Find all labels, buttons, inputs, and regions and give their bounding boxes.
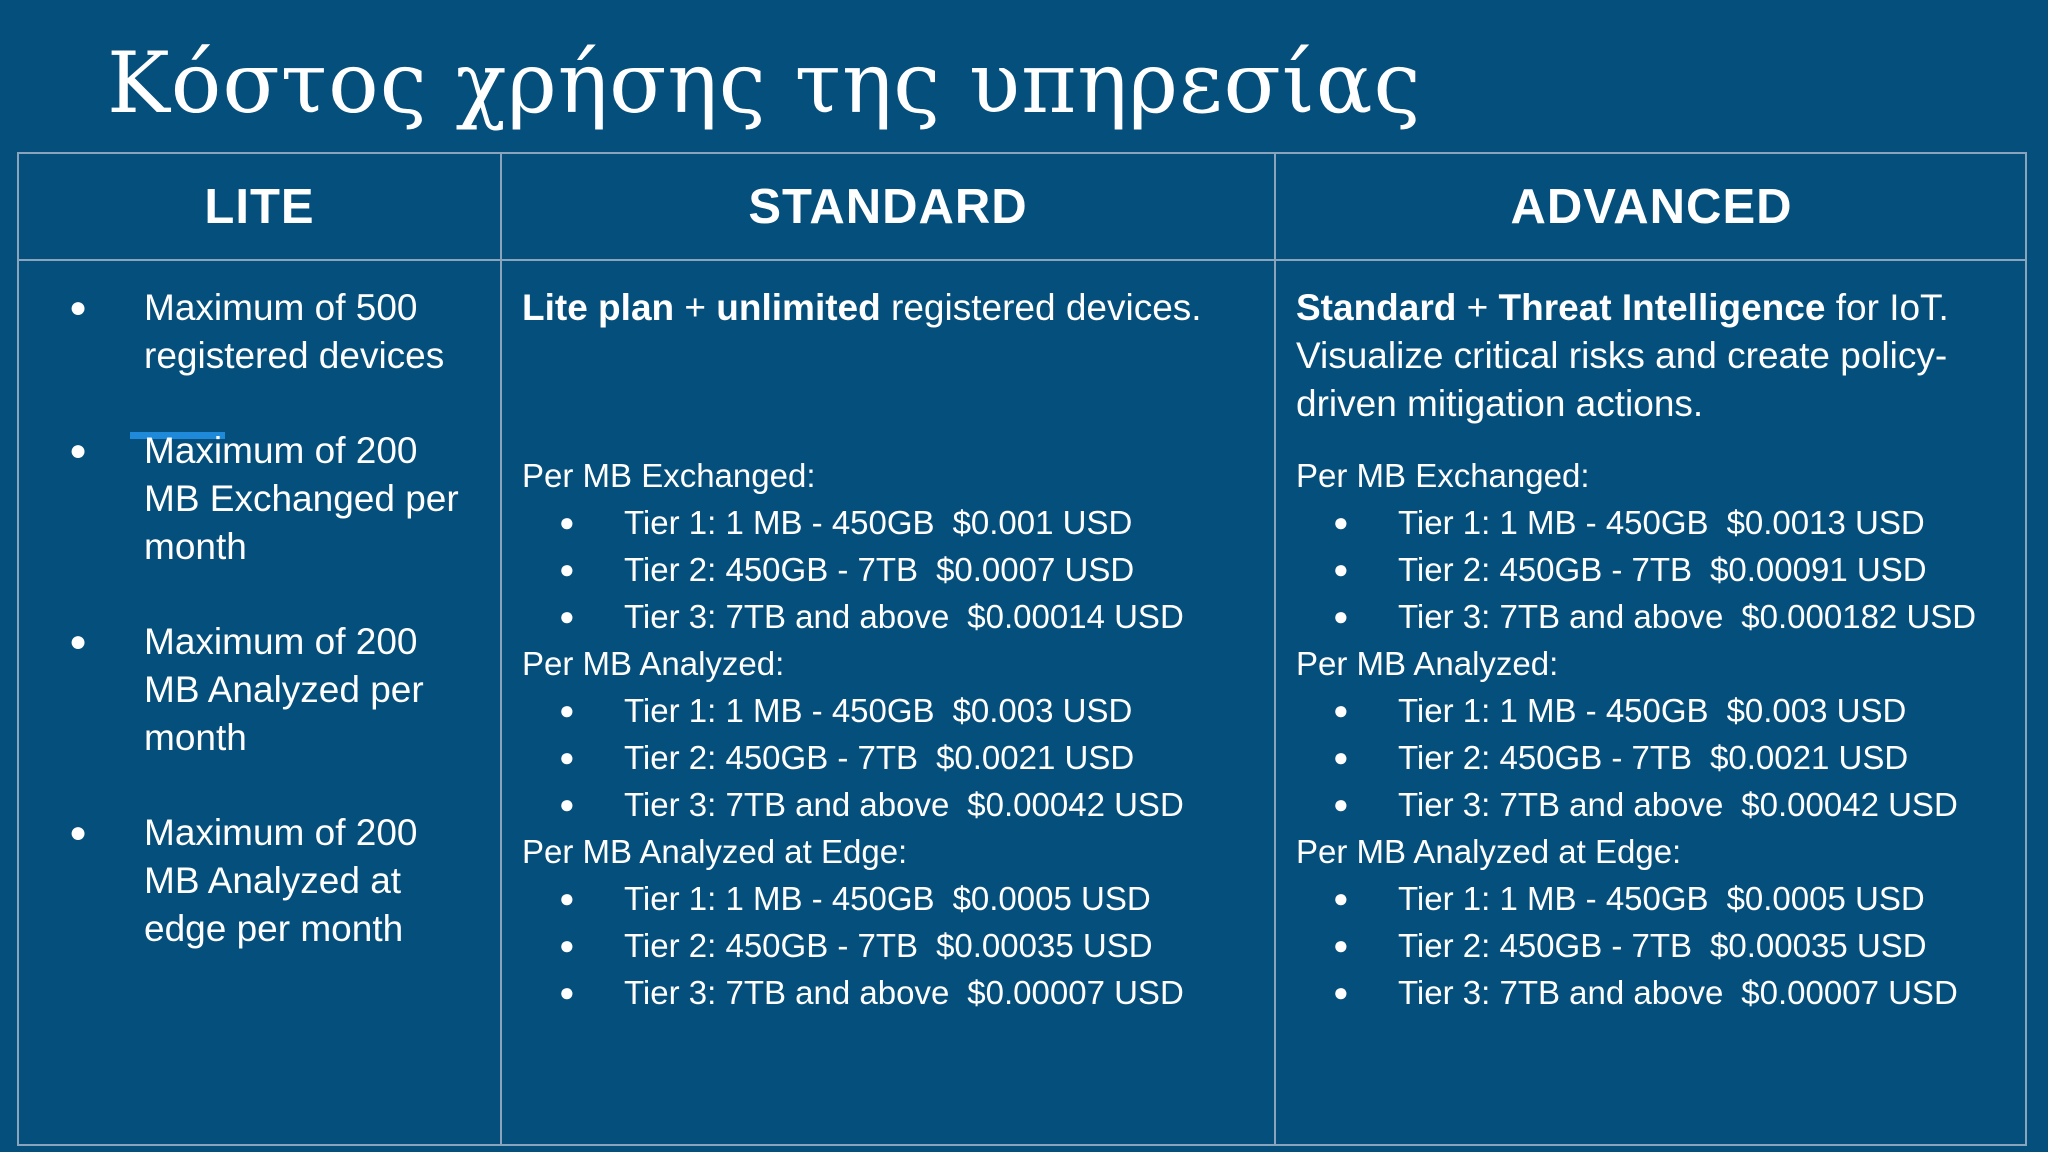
tier-range: Tier 2: 450GB - 7TB <box>624 551 919 588</box>
pricing-section <box>522 828 1267 1016</box>
list-item <box>522 499 1267 546</box>
pricing-section <box>1296 828 2021 1016</box>
list-item <box>522 969 1267 1016</box>
tier-price: $0.0007 USD <box>936 551 1135 588</box>
list-item <box>522 734 1267 781</box>
tier-range: Tier 2: 450GB - 7TB <box>624 739 919 776</box>
list-item <box>1296 734 2021 781</box>
column-divider <box>500 154 502 1144</box>
lite-cell <box>19 284 500 1000</box>
summary-sep: + <box>1456 287 1499 328</box>
lite-features <box>19 284 500 953</box>
list-item <box>522 781 1267 828</box>
bullet-icon: ● <box>559 883 575 913</box>
column-divider <box>1274 154 1276 1144</box>
tier-price: $0.0021 USD <box>936 739 1135 776</box>
tier-range: Tier 2: 450GB - 7TB <box>1398 927 1693 964</box>
feature-line: edge per month <box>144 908 404 949</box>
tier-price: $0.00091 USD <box>1710 551 1927 588</box>
section-title: Per MB Analyzed at Edge: <box>1296 833 1682 870</box>
pricing-section <box>522 452 1267 640</box>
feature-line: registered devices <box>144 335 445 376</box>
summary-bold: unlimited <box>716 287 881 328</box>
list-item <box>1296 781 2021 828</box>
tier-price: $0.00007 USD <box>967 974 1184 1011</box>
tier-list <box>1296 687 2021 828</box>
tier-range: Tier 3: 7TB and above <box>624 786 950 823</box>
header-divider <box>19 259 2025 261</box>
section-title: Per MB Analyzed: <box>522 645 785 682</box>
tier-range: Tier 1: 1 MB - 450GB <box>1398 504 1709 541</box>
list-item <box>19 284 500 380</box>
bullet-icon: ● <box>559 601 575 631</box>
header-advanced: ADVANCED <box>1510 179 1793 234</box>
bullet-icon: ● <box>1333 742 1349 772</box>
list-item <box>522 922 1267 969</box>
pricing-section <box>522 640 1267 828</box>
list-item <box>1296 546 2021 593</box>
bullet-icon: ● <box>69 625 88 658</box>
tier-range: Tier 2: 450GB - 7TB <box>624 927 919 964</box>
header-standard: STANDARD <box>748 179 1028 234</box>
tier-price: $0.00042 USD <box>1741 786 1958 823</box>
bullet-icon: ● <box>559 507 575 537</box>
tier-range: Tier 3: 7TB and above <box>1398 786 1724 823</box>
tier-price: $0.0013 USD <box>1726 504 1925 541</box>
pricing-section <box>1296 640 2021 828</box>
pricing-table <box>17 152 2027 1146</box>
feature-line: month <box>144 717 247 758</box>
tier-price: $0.003 USD <box>952 692 1133 729</box>
tier-list <box>522 687 1267 828</box>
tier-price: $0.00007 USD <box>1741 974 1958 1011</box>
tier-price: $0.003 USD <box>1726 692 1907 729</box>
bullet-icon: ● <box>1333 554 1349 584</box>
plan-summary <box>522 284 1267 332</box>
bullet-icon: ● <box>559 789 575 819</box>
section-title: Per MB Analyzed: <box>1296 645 1559 682</box>
list-item <box>19 618 500 762</box>
bullet-icon: ● <box>69 291 88 324</box>
pricing-section <box>1296 452 2021 640</box>
list-item <box>1296 593 2021 640</box>
section-title: Per MB Exchanged: <box>1296 457 1590 494</box>
tier-price: $0.001 USD <box>952 504 1133 541</box>
tier-price: $0.00014 USD <box>967 598 1184 635</box>
tier-range: Tier 1: 1 MB - 450GB <box>1398 692 1709 729</box>
bullet-icon: ● <box>1333 789 1349 819</box>
advanced-cell <box>1296 284 2021 1016</box>
tier-price: $0.0005 USD <box>952 880 1151 917</box>
feature-line: Maximum of 500 <box>144 287 418 328</box>
feature-line: Maximum of 200 <box>144 430 418 471</box>
list-item <box>1296 969 2021 1016</box>
summary-bold: Standard <box>1296 287 1457 328</box>
tier-list <box>522 499 1267 640</box>
list-item <box>1296 922 2021 969</box>
tier-range: Tier 1: 1 MB - 450GB <box>1398 880 1709 917</box>
bullet-icon: ● <box>1333 601 1349 631</box>
tier-list <box>1296 499 2021 640</box>
list-item <box>19 427 500 571</box>
tier-price: $0.00035 USD <box>936 927 1153 964</box>
tier-range: Tier 3: 7TB and above <box>1398 598 1724 635</box>
tier-list <box>522 875 1267 1016</box>
plan-summary-line: driven mitigation actions. <box>1296 383 1704 424</box>
tier-range: Tier 1: 1 MB - 450GB <box>624 880 935 917</box>
feature-line: MB Exchanged per <box>144 478 459 519</box>
tier-range: Tier 3: 7TB and above <box>1398 974 1724 1011</box>
bullet-icon: ● <box>559 742 575 772</box>
feature-line: Maximum of 200 <box>144 812 418 853</box>
bullet-icon: ● <box>1333 977 1349 1007</box>
plan-summary <box>1296 284 2021 332</box>
bullet-icon: ● <box>69 434 88 467</box>
bullet-icon: ● <box>1333 695 1349 725</box>
list-item <box>522 593 1267 640</box>
list-item <box>19 809 500 953</box>
tier-range: Tier 1: 1 MB - 450GB <box>624 504 935 541</box>
bullet-icon: ● <box>1333 930 1349 960</box>
feature-line: MB Analyzed at <box>144 860 402 901</box>
bullet-icon: ● <box>559 930 575 960</box>
summary-bold: Lite plan <box>522 287 675 328</box>
bullet-icon: ● <box>559 977 575 1007</box>
bullet-icon: ● <box>1333 883 1349 913</box>
tier-price: $0.0005 USD <box>1726 880 1925 917</box>
summary-sep: + <box>674 287 717 328</box>
feature-line: month <box>144 526 247 567</box>
tier-price: $0.00035 USD <box>1710 927 1927 964</box>
summary-bold: Threat Intelligence <box>1498 287 1826 328</box>
section-title: Per MB Exchanged: <box>522 457 816 494</box>
tier-range: Tier 3: 7TB and above <box>624 598 950 635</box>
feature-line: MB Analyzed per <box>144 669 424 710</box>
tier-range: Tier 2: 450GB - 7TB <box>1398 739 1693 776</box>
section-title: Per MB Analyzed at Edge: <box>522 833 908 870</box>
standard-cell <box>522 284 1267 1016</box>
bullet-icon: ● <box>1333 507 1349 537</box>
tier-price: $0.000182 USD <box>1741 598 1977 635</box>
list-item <box>1296 687 2021 734</box>
list-item <box>522 546 1267 593</box>
feature-line: Maximum of 200 <box>144 621 418 662</box>
tier-list <box>1296 875 2021 1016</box>
summary-text: registered devices. <box>880 287 1202 328</box>
tier-range: Tier 3: 7TB and above <box>624 974 950 1011</box>
plan-summary-line: Visualize critical risks and create policy- <box>1296 335 1948 376</box>
header-lite: LITE <box>204 179 315 234</box>
summary-text: for IoT. <box>1825 287 1949 328</box>
list-item <box>1296 499 2021 546</box>
tier-range: Tier 1: 1 MB - 450GB <box>624 692 935 729</box>
slide-title: Κόστος χρήσης της υπηρεσίας <box>107 34 1422 132</box>
tier-range: Tier 2: 450GB - 7TB <box>1398 551 1693 588</box>
tier-price: $0.00042 USD <box>967 786 1184 823</box>
list-item <box>522 875 1267 922</box>
bullet-icon: ● <box>559 695 575 725</box>
list-item <box>522 687 1267 734</box>
list-item <box>1296 875 2021 922</box>
bullet-icon: ● <box>559 554 575 584</box>
bullet-icon: ● <box>69 816 88 849</box>
tier-price: $0.0021 USD <box>1710 739 1909 776</box>
